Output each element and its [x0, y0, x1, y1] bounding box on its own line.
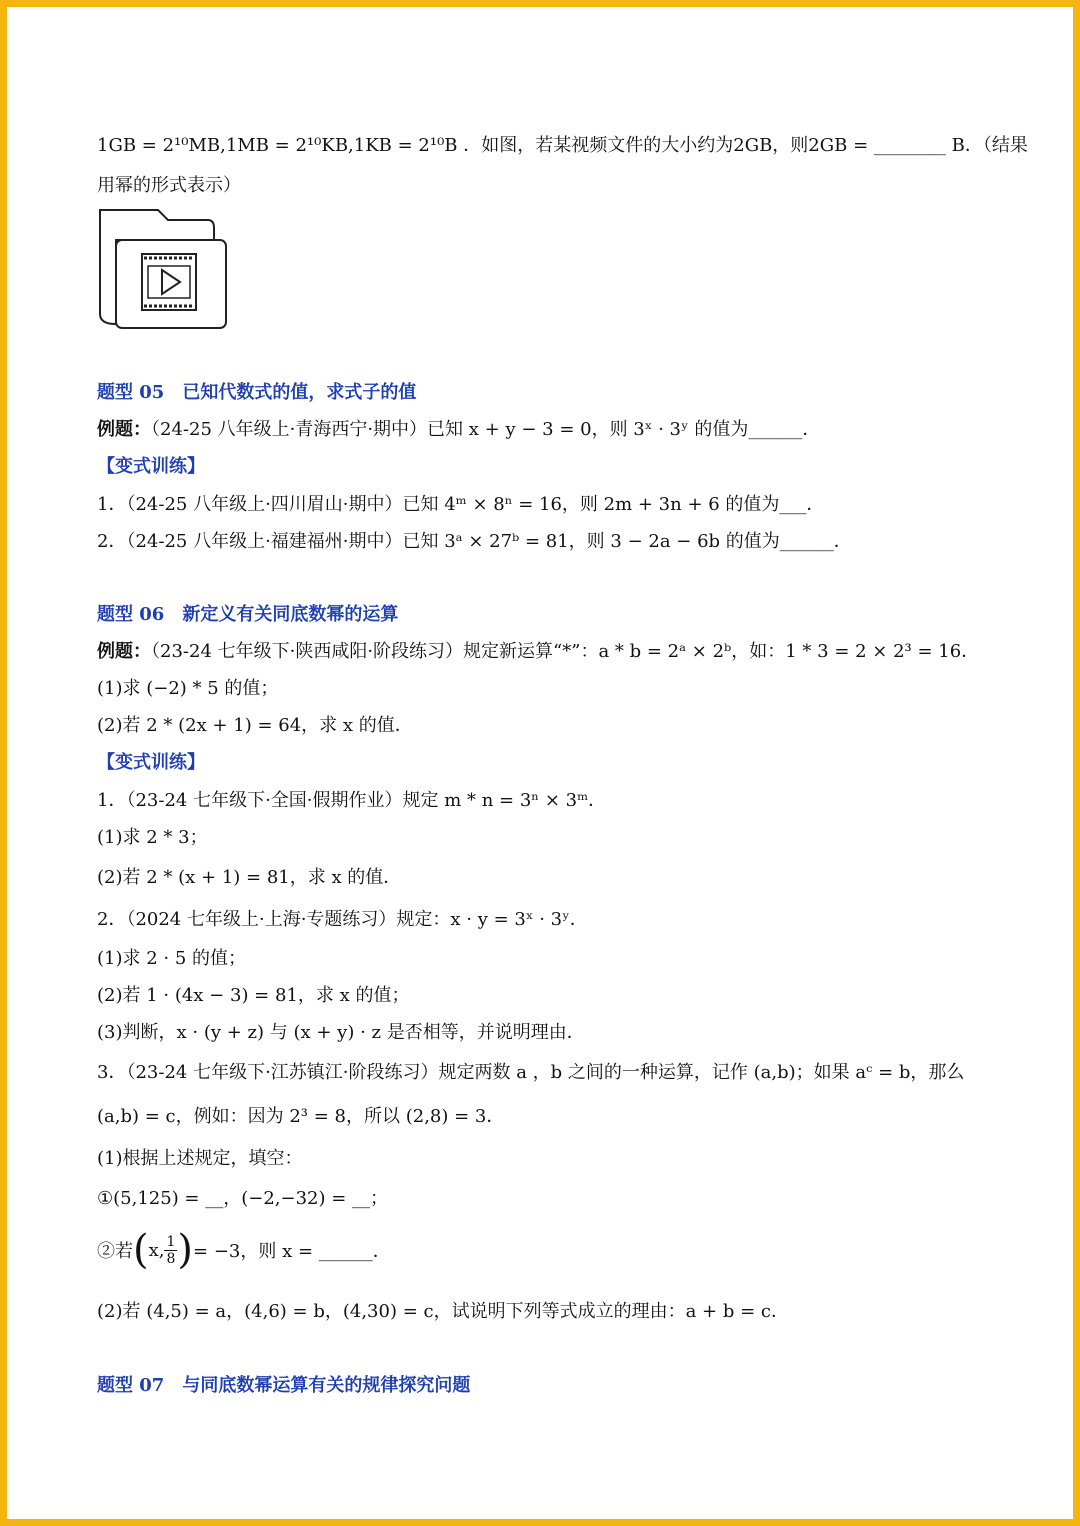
section-07-title: 题型 07 与同底数幂运算有关的规律探究问题 [97, 1375, 471, 1396]
example-text: （23-24 七年级下·陕西咸阳·阶段练习）规定新运算“*”：a * b = 2ᵃ × 2ᵇ，如：1 * 3 = 2 × 2³ = 16． [151, 641, 980, 662]
s06-question-3-line-2: (a,b) = c，例如：因为 2³ = 8，所以 (2,8) = 3． [97, 1106, 505, 1127]
s05-question-1: 1．（24-25 八年级上·四川眉山·期中）已知 4ᵐ × 8ⁿ = 16，则 2m + 3n + 6 的值为___． [97, 494, 825, 515]
example-label: 例题： [97, 641, 151, 662]
s06-question-1: 1．（23-24 七年级下·全国·假期作业）规定 m * n = 3ⁿ × 3ᵐ． [97, 790, 607, 811]
section-05-title: 题型 05 已知代数式的值，求式子的值 [97, 382, 417, 403]
s06-q3-part-1: (1)根据上述规定，填空： [97, 1148, 303, 1169]
example-text: （24-25 八年级上·青海西宁·期中）已知 x + y − 3 = 0，则 3ˣ · 3ʸ 的值为______． [151, 419, 821, 440]
example-label: 例题： [97, 419, 151, 440]
s06-question-3-line-1: 3．（23-24 七年级下·江苏镇江·阶段练习）规定两数 a ，b 之间的一种运算，记作 (a,b)；如果 aᶜ = b，那么 [97, 1062, 965, 1083]
fraction-denominator: 8 [166, 1250, 176, 1267]
section-06-title: 题型 06 新定义有关同底数幂的运算 [97, 604, 399, 625]
s06-q2-part-3: (3)判断，x · (y + z) 与 (x + y) · z 是否相等，并说明理由． [97, 1022, 585, 1043]
s06-example-part-2: (2)若 2 * (2x + 1) = 64，求 x 的值． [97, 715, 413, 736]
section-05-example [97, 415, 820, 441]
practice-label: 【变式训练】 [97, 456, 205, 477]
left-paren: ( [133, 1227, 149, 1273]
s06-q3-part-1a: ①(5,125) = __，(−2,−32) = __； [97, 1188, 389, 1209]
s05-question-2: 2．（24-25 八年级上·福建福州·期中）已知 3ᵃ × 27ᵇ = 81，则 3 − 2a − 6b 的值为______． [97, 531, 852, 552]
intro-line-1: 1GB = 2¹⁰MB,1MB = 2¹⁰KB,1KB = 2¹⁰B ．如图，若某视频文件的大小约为2GB，则2GB = ________ B．（结果 [97, 135, 1028, 156]
intro-line-2: 用幂的形式表示） [97, 175, 241, 196]
q3-part-1b-x: x, [148, 1239, 165, 1261]
s06-q1-part-2: (2)若 2 * (x + 1) = 81，求 x 的值． [97, 867, 402, 888]
q3-part-1b-suffix: = −3，则 x = ______． [193, 1241, 391, 1262]
video-file-icon [96, 206, 230, 332]
s06-q2-part-2: (2)若 1 · (4x − 3) = 81，求 x 的值； [97, 985, 410, 1006]
section-06-example [97, 637, 979, 663]
s06-q3-part-1b [97, 1224, 391, 1276]
s06-q1-part-1: (1)求 2 * 3； [97, 827, 208, 848]
s06-q2-part-1: (1)求 2 · 5 的值； [97, 948, 247, 969]
s06-q3-part-2: (2)若 (4,5) = a，(4,6) = b，(4,30) = c，试说明下列等式成立的理由：a + b = c． [97, 1301, 789, 1322]
q3-part-1b-prefix: ②若 [97, 1241, 133, 1262]
right-paren: ) [177, 1227, 194, 1273]
fraction-numerator: 1 [166, 1233, 176, 1250]
s06-example-part-1: (1)求 (−2) * 5 的值； [97, 678, 279, 699]
s06-question-2: 2．（2024 七年级上·上海·专题练习）规定：x · y = 3ˣ · 3ʸ． [97, 909, 588, 930]
practice-label: 【变式训练】 [97, 752, 205, 773]
fraction [164, 1234, 177, 1267]
